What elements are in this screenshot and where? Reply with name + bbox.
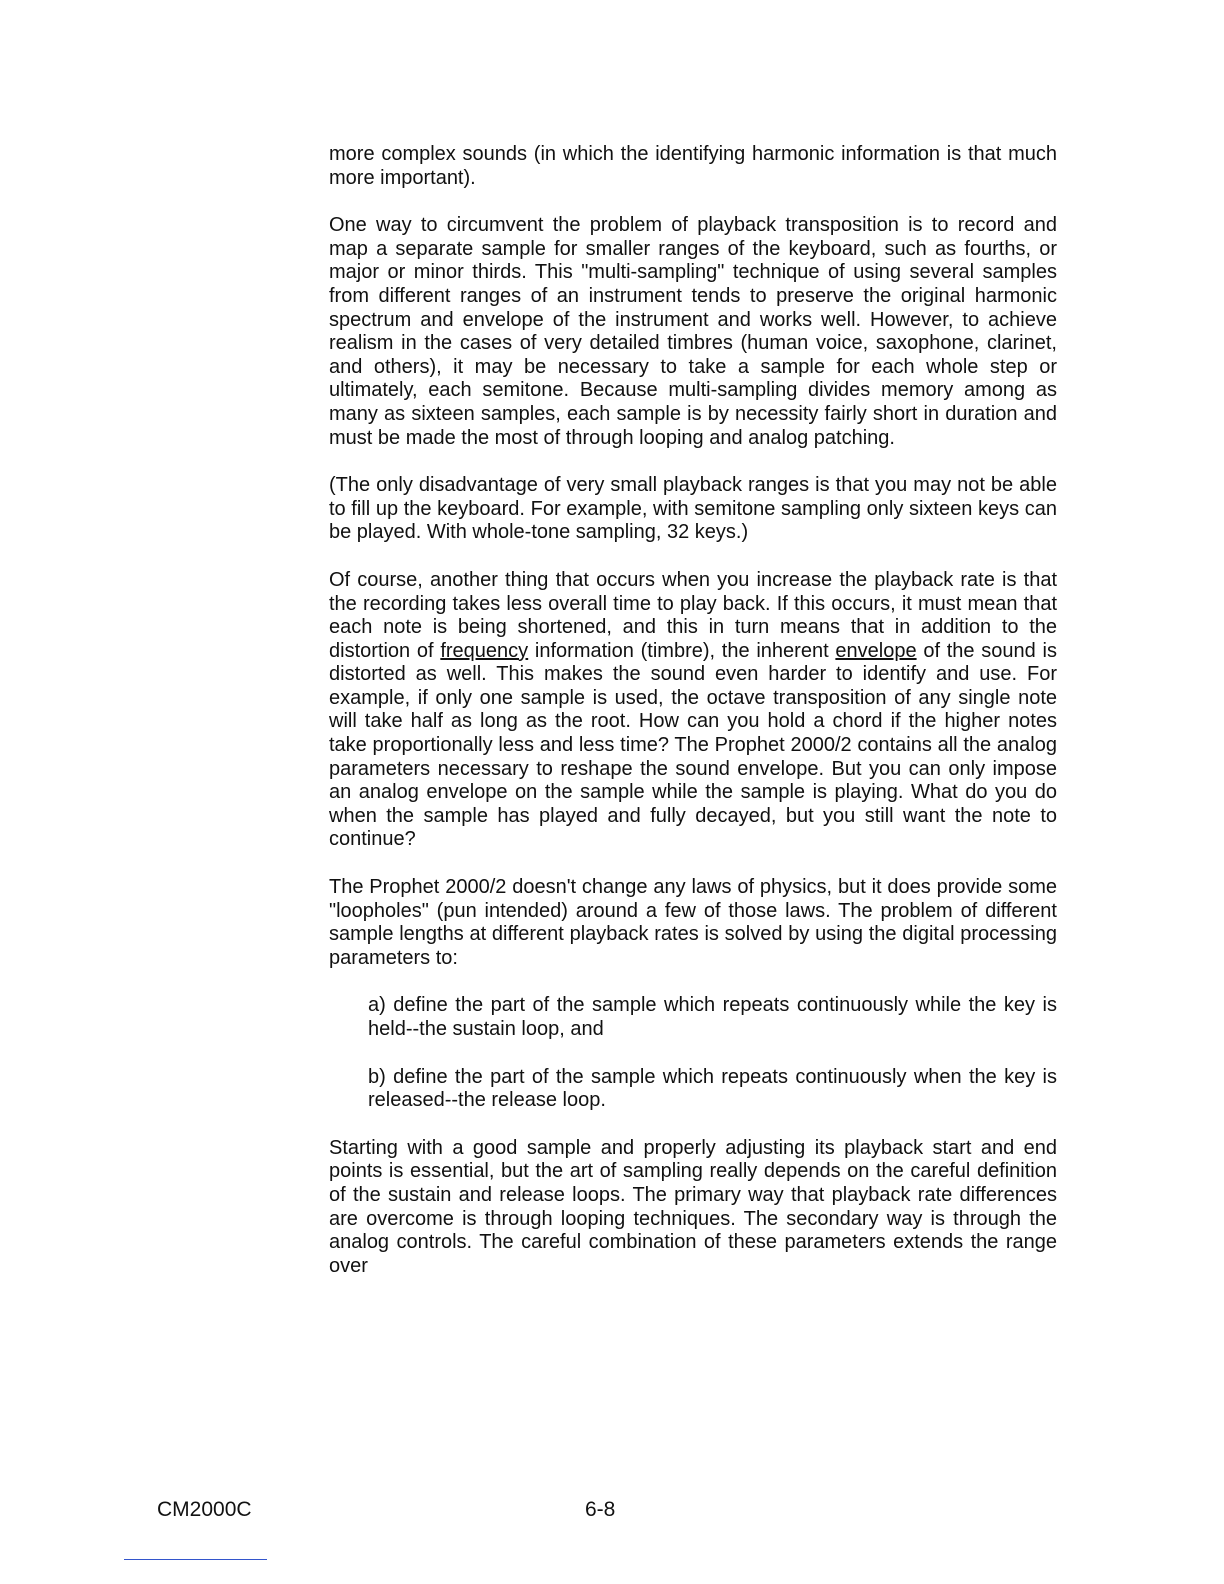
underlined-envelope: envelope <box>835 639 917 662</box>
paragraph-disadvantage: (The only disadvantage of very small playback ranges is that you may not be able to fill up the keyboard. For example, with semitone sampling only sixteen keys can be played. With whole-tone sampling, 32 keys.) <box>329 474 1057 544</box>
list-item-release-loop: b) define the part of the sample which repeats continuously when the key is released--the release loop. <box>368 1065 1057 1112</box>
paragraph-continuation: more complex sounds (in which the identifying harmonic information is that much more important). <box>329 143 1057 189</box>
page-number: 6-8 <box>585 1498 616 1521</box>
underlined-frequency: frequency <box>440 639 529 662</box>
text-run: of the sound is distorted as well. This makes the sound even harder to identify and use. For example, if only one sample is used, the octave transposition of any single note will take half as long as the root. How can you hold a chord if the higher notes take proportionally less and less time? The Prophet 2000/2 contains all the analog parameters necessary to reshape the sound envelope. But you can only impose an analog envelope on the sample while the sample is playing. What do you do when the sample has played and fully decayed, but you still want the note to continue? <box>329 639 1057 851</box>
text-run: information (timbre), the inherent <box>528 639 836 662</box>
document-code: CM2000C <box>157 1498 252 1521</box>
list-item-sustain-loop: a) define the part of the sample which repeats continuously while the key is held--the sustain loop, and <box>368 994 1057 1040</box>
paragraph-loopholes: The Prophet 2000/2 doesn't change any laws of physics, but it does provide some "loopholes" (pun intended) around a few of those laws. The problem of different sample lengths at different playback rates is solved by using the digital processing parameters to: <box>329 876 1057 969</box>
paragraph-playback-rate <box>329 569 1057 852</box>
body-text <box>329 143 1057 1302</box>
paragraph-looping-art: Starting with a good sample and properly adjusting its playback start and end points is essential, but the art of sampling really depends on the careful definition of the sustain and release loops. The primary way that playback rate differences are overcome is through looping techniques. The secondary way is through the analog controls. The careful combination of these parameters extends the range over <box>329 1136 1057 1277</box>
bottom-divider <box>124 1559 267 1560</box>
text-run: Of course, another thing that occurs when you increase the playback rate is that the recording takes less overall time to play back. If this occurs, it must mean that each note is being shortened, and this in turn means that in addition to the distortion of <box>329 568 1057 662</box>
paragraph-multi-sampling: One way to circumvent the problem of playback transposition is to record and map a separate sample for smaller ranges of the keyboard, such as fourths, or major or minor thirds. This "multi-sampling" technique of using several samples from different ranges of an instrument tends to preserve the original harmonic spectrum and envelope of the instrument and works well. However, to achieve realism in the cases of very detailed timbres (human voice, saxophone, clarinet, and others), it may be necessary to take a sample for each whole step or ultimately, each semitone. Because multi-sampling divides memory among as many as sixteen samples, each sample is by necessity fairly short in duration and must be made the most of through looping and analog patching. <box>329 214 1057 449</box>
